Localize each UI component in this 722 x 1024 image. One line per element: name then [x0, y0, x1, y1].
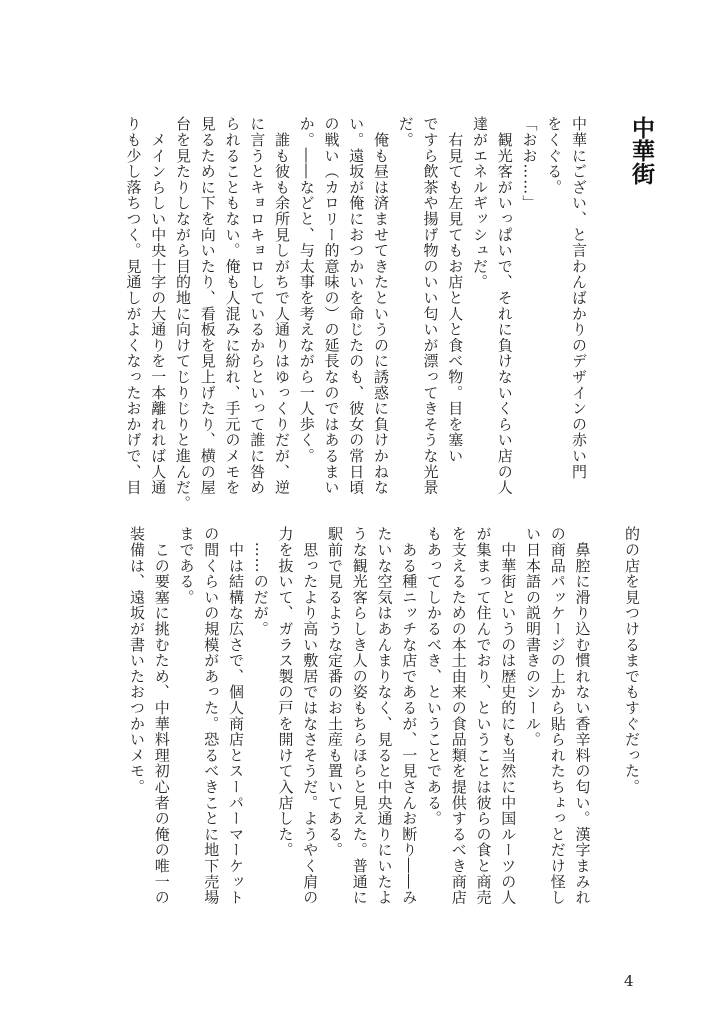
text-line: い。遠坂が俺におつかいを命じたのも、彼女の常日頃	[347, 116, 366, 496]
text-line: まである。	[177, 526, 196, 605]
text-line: をくぐる。	[545, 116, 564, 195]
text-line: うな観光客らしき人の姿もちらほらと見えた。普通に	[350, 526, 369, 906]
text-line: の商品パッケージの上から貼られたちょっとだけ怪し	[548, 526, 567, 906]
text-line: に言うとキョロキョロしているからといって誰に咎め	[248, 116, 267, 496]
text-line: 的の店を見つけるまでもすぐだった。	[623, 526, 641, 795]
text-line: 駅前で見るような定番のお土産も置いてある。	[326, 526, 344, 858]
text-line: 「おお……」	[520, 116, 539, 211]
text-line	[595, 526, 620, 918]
text-line: 達がエネルギッシュだ。	[471, 116, 489, 290]
text-line: い日本語の説明書きのシール。	[524, 526, 542, 748]
text-line: ……のだが。	[251, 526, 270, 637]
text-line: を支えるための本土由来の食品類を提供するべき商店	[449, 526, 468, 906]
lower-text-block	[124, 526, 644, 918]
text-line: 台を見たりしながら目的地に向けてじりじりと進んだ。	[174, 116, 192, 511]
text-line: ですら飲茶や揚げ物のいい匂いが漂ってきそうな光景	[421, 116, 440, 496]
text-line: ある種ニッチな店であるが、一見さんお断り――み	[400, 526, 419, 906]
upper-text-block	[121, 116, 591, 511]
text-line: か。――などと、与太事を考えながら一人歩く。	[297, 116, 316, 464]
text-line: りも少し落ちつく。見通しがよくなったおかげで、目	[124, 116, 143, 496]
page-number: 4	[624, 972, 634, 990]
text-line: 中華街というのは歴史的にも当然に中国ルーツの人	[499, 526, 518, 906]
text-line: の間くらいの規模があった。恐るべきことに地下売場	[202, 526, 221, 906]
text-line: の戦い（カロリー的意味の）の延長なのではあるまい	[322, 116, 341, 496]
text-line: 右見ても左見てもお店と人と食べ物。目を塞い	[446, 116, 465, 464]
text-line: 中は結構な広さで、個人商店とスーパーマーケット	[227, 526, 245, 906]
text-line: 見るために下を向いたり、看板を見上げたり、横の屋	[198, 116, 217, 496]
text-line: たいな空気はあんまりなく、見ると中央通りにいたよ	[375, 526, 394, 906]
text-line: 装備は、遠坂が書いたおつかいメモ。	[128, 526, 146, 795]
text-line: もあってしかるべき、ということである。	[425, 526, 443, 827]
text-line: メインらしい中央十字の大通りを一本離れれば人通	[149, 116, 168, 496]
text-line: 観光客がいっぱいで、それに負けないくらい店の人	[495, 116, 514, 496]
text-line: 中華にござい、と言わんばかりのデザインの赤い門	[570, 116, 588, 480]
text-line: 鼻腔に滑り込む慣れない香辛料の匂い。漢字まみれ	[573, 526, 592, 906]
chapter-title: 中華街	[628, 116, 654, 185]
text-line: 力を抜いて、ガラス製の戸を開けて入店した。	[276, 526, 295, 858]
text-line: この要塞に挑むため、中華料理初心者の俺の唯一の	[152, 526, 171, 906]
text-line: が集まって住んでおり、ということは彼らの食と商売	[474, 526, 493, 906]
text-line: 俺も昼は済ませてきたというのに誘惑に負けかねな	[372, 116, 390, 496]
text-line: られることもない。俺も人混みに紛れ、手元のメモを	[223, 116, 242, 496]
text-line: 思ったより高い敷居ではなさそうだ。ようやく肩の	[301, 526, 320, 906]
text-line: だ。	[396, 116, 415, 148]
text-line: 誰も彼も余所見しがちで人通りはゆっくりだが、逆	[273, 116, 291, 496]
